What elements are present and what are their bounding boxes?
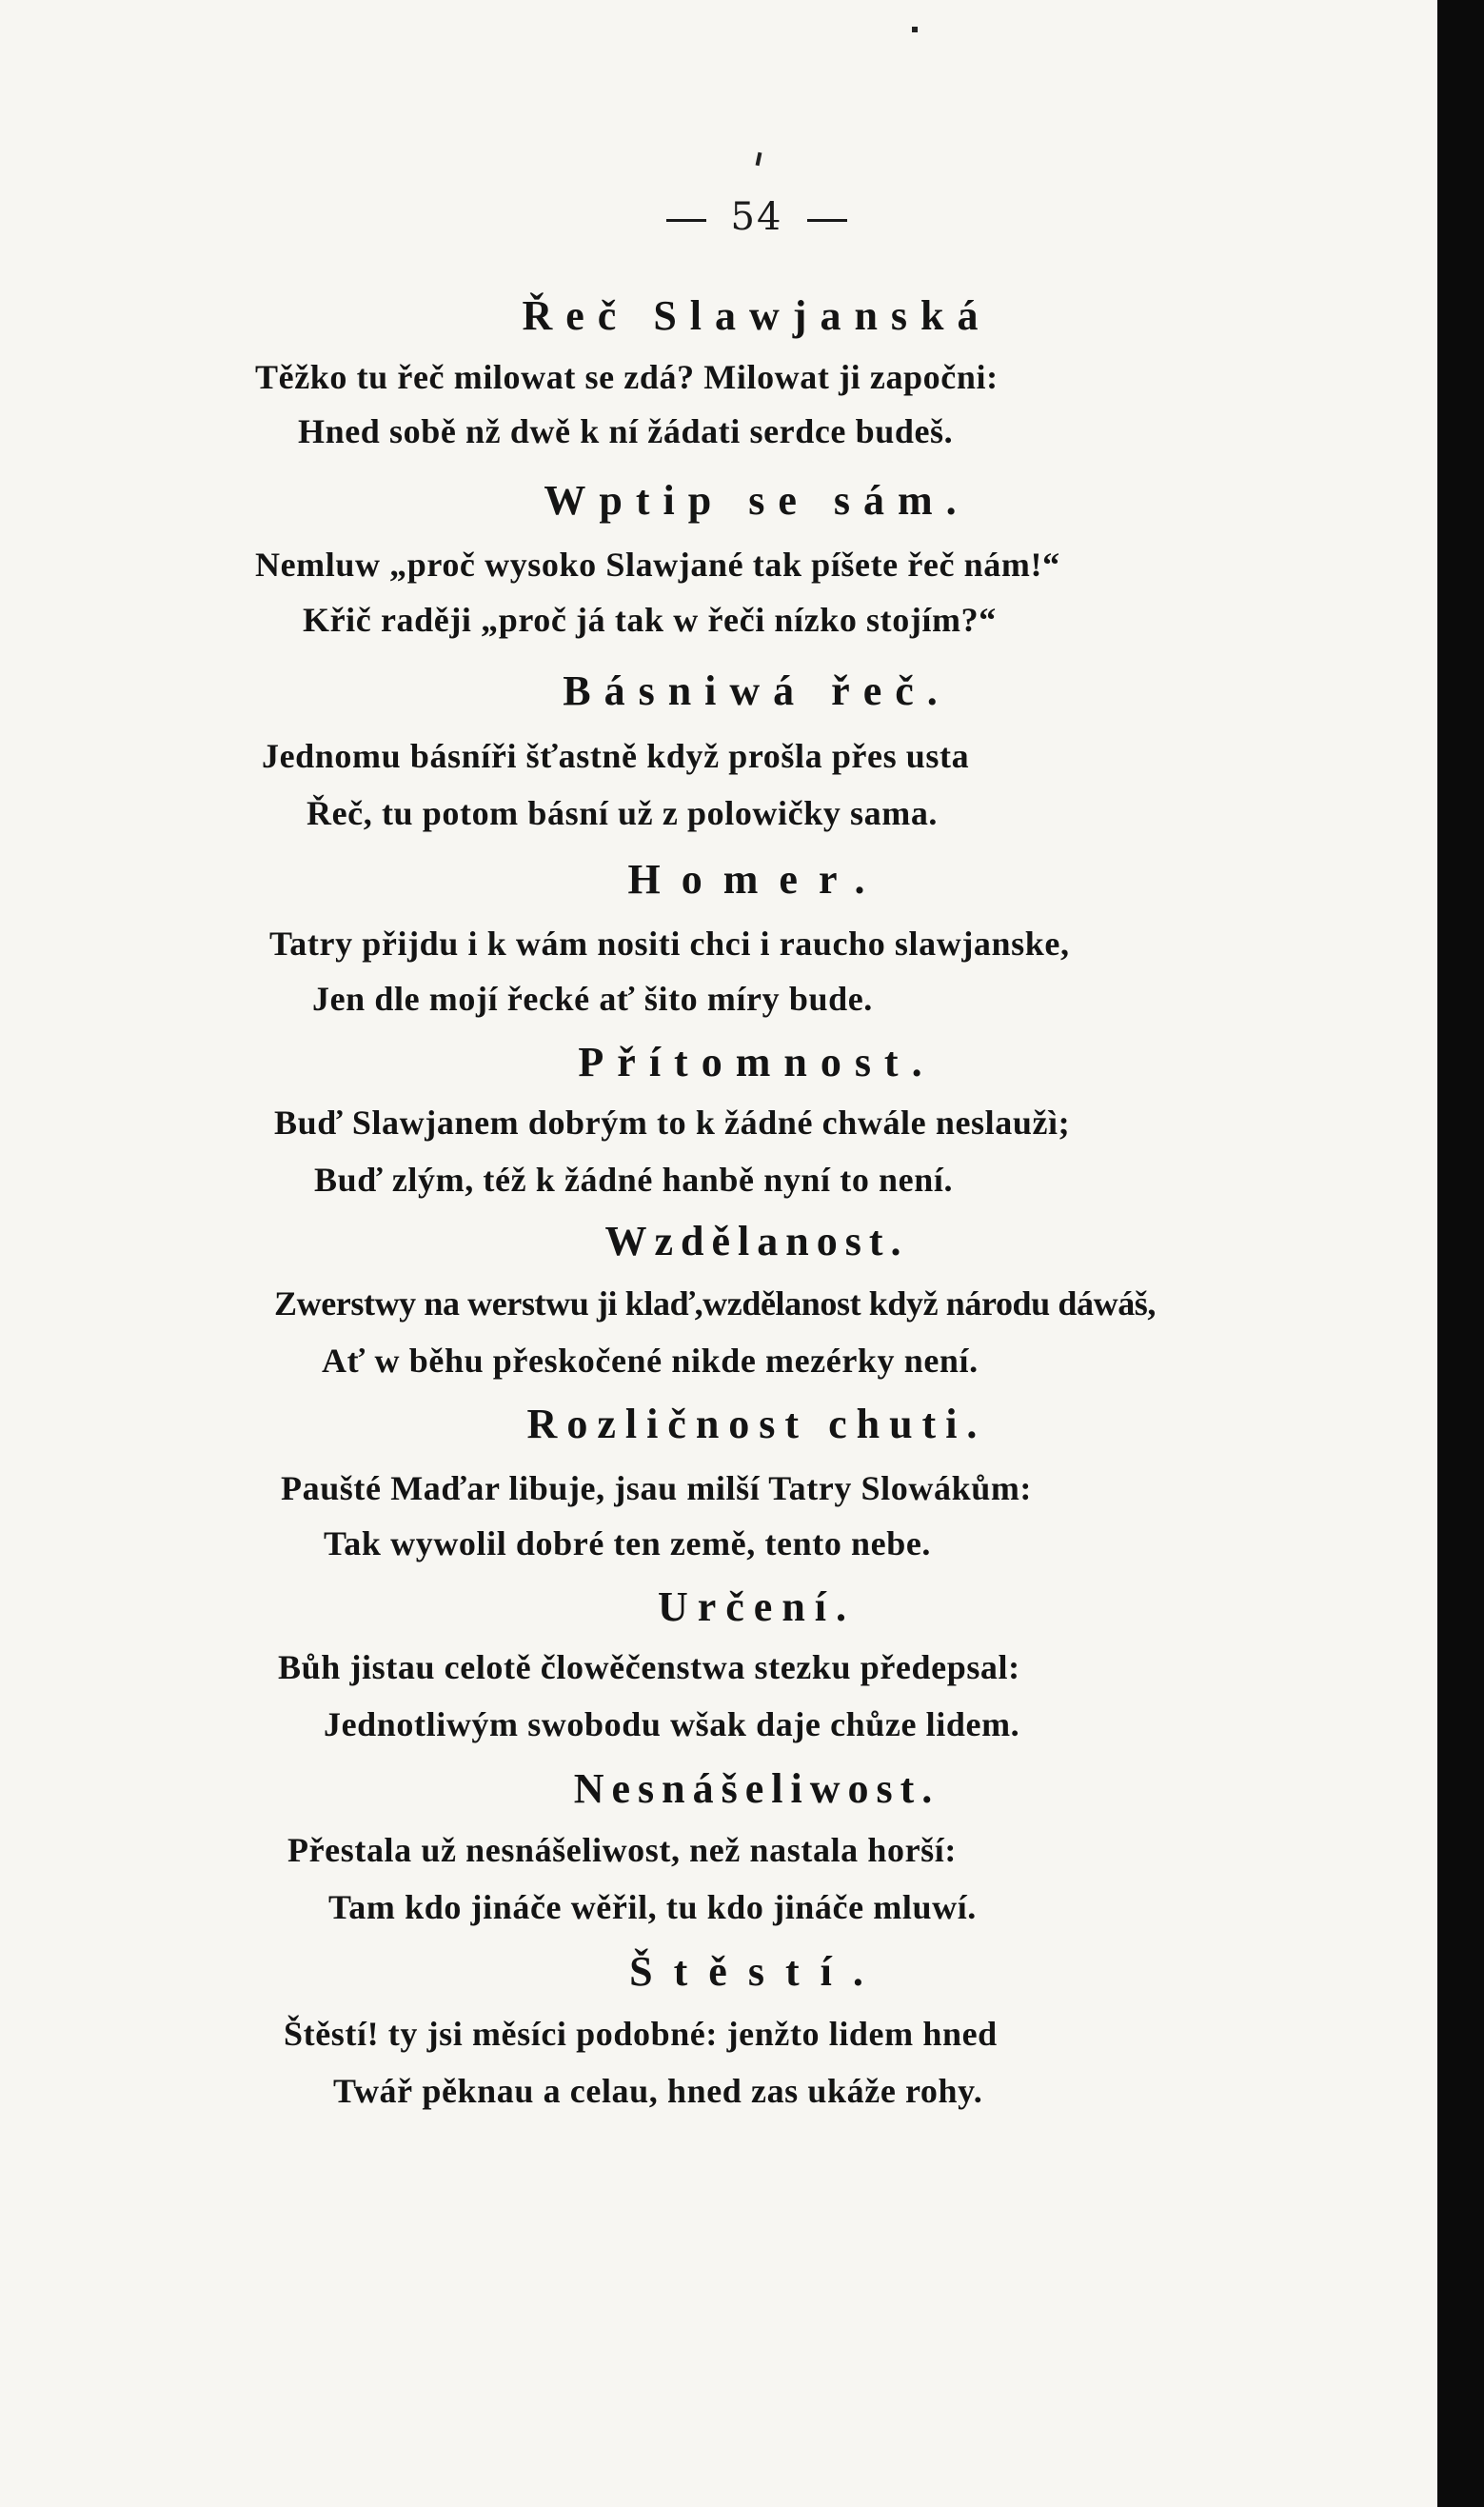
entry-title: Básniwá řeč. [563, 667, 951, 714]
entry-title: Přítomnost. [578, 1039, 936, 1085]
dash-right [807, 219, 847, 222]
verse-line: Řeč, tu potom básní už z polowičky sama. [307, 794, 939, 832]
verse-line: Tam kdo jináče wěřil, tu kdo jináče mluwí. [328, 1888, 977, 1926]
verse-line: Bůh jistau celotě člowěčenstwa stezku předepsal: [278, 1648, 1020, 1686]
entry-title: Rozličnost chuti. [526, 1401, 987, 1447]
verse-line: Křič raději „proč já tak w řeči nízko stojím?“ [303, 601, 997, 639]
verse-line: Tatry přijdu i k wám nositi chci i raucho slawjanske, [269, 925, 1070, 963]
entry-title: Určení. [657, 1583, 857, 1630]
verse-line: Hned sobě nž dwě k ní žádati serdce budeš. [298, 412, 954, 450]
entry-title: Štěstí. [629, 1948, 884, 1995]
entry-title: Homer. [627, 856, 886, 903]
verse-line: Jen dle mojí řecké ať šito míry bude. [312, 980, 873, 1018]
entry-title: Řeč Slawjanská [522, 292, 992, 339]
verse-line: Zwerstwy na werstwu ji klaď,wzdělanost když národu dáwáš, [274, 1284, 1157, 1323]
verse-line: Štěstí! ty jsi měsíci podobné: jenžto lidem hned [284, 2015, 998, 2053]
page-number-text: 54 [730, 195, 783, 239]
verse-line: Ať w běhu přeskočené nikde mezérky není. [322, 1342, 979, 1380]
speck-mark [912, 27, 918, 32]
speck-mark [756, 152, 762, 167]
dash-left [666, 219, 706, 222]
entry-title: Nesnášeliwost. [573, 1765, 940, 1812]
verse-line: Jednomu básníři šťastně když prošla přes usta [262, 737, 970, 775]
entry-title: Wzdělanost. [604, 1218, 909, 1264]
entry-title: Wptip se sám. [544, 477, 970, 524]
verse-line: Buď zlým, též k žádné hanbě nyní to není. [314, 1161, 954, 1199]
verse-line: Jednotliwým swobodu wšak daje chůze lidem. [324, 1705, 1020, 1743]
verse-line: Paušté Maďar libuje, jsau milší Tatry Slowákům: [281, 1469, 1032, 1507]
page-number [0, 195, 1484, 239]
verse-line: Tak wywolil dobré ten země, tento nebe. [324, 1524, 932, 1562]
verse-line: Buď Slawjanem dobrým to k žádné chwále neslaužì; [274, 1104, 1071, 1142]
verse-line: Těžko tu řeč milowat se zdá? Milowat ji započni: [255, 358, 999, 396]
verse-line: Přestala už nesnášeliwost, než nastala horší: [287, 1831, 957, 1869]
book-spine [1437, 0, 1484, 2507]
verse-line: Twář pěknau a celau, hned zas ukáže rohy. [333, 2072, 983, 2110]
verse-line: Nemluw „proč wysoko Slawjané tak píšete řeč nám!“ [255, 546, 1060, 584]
